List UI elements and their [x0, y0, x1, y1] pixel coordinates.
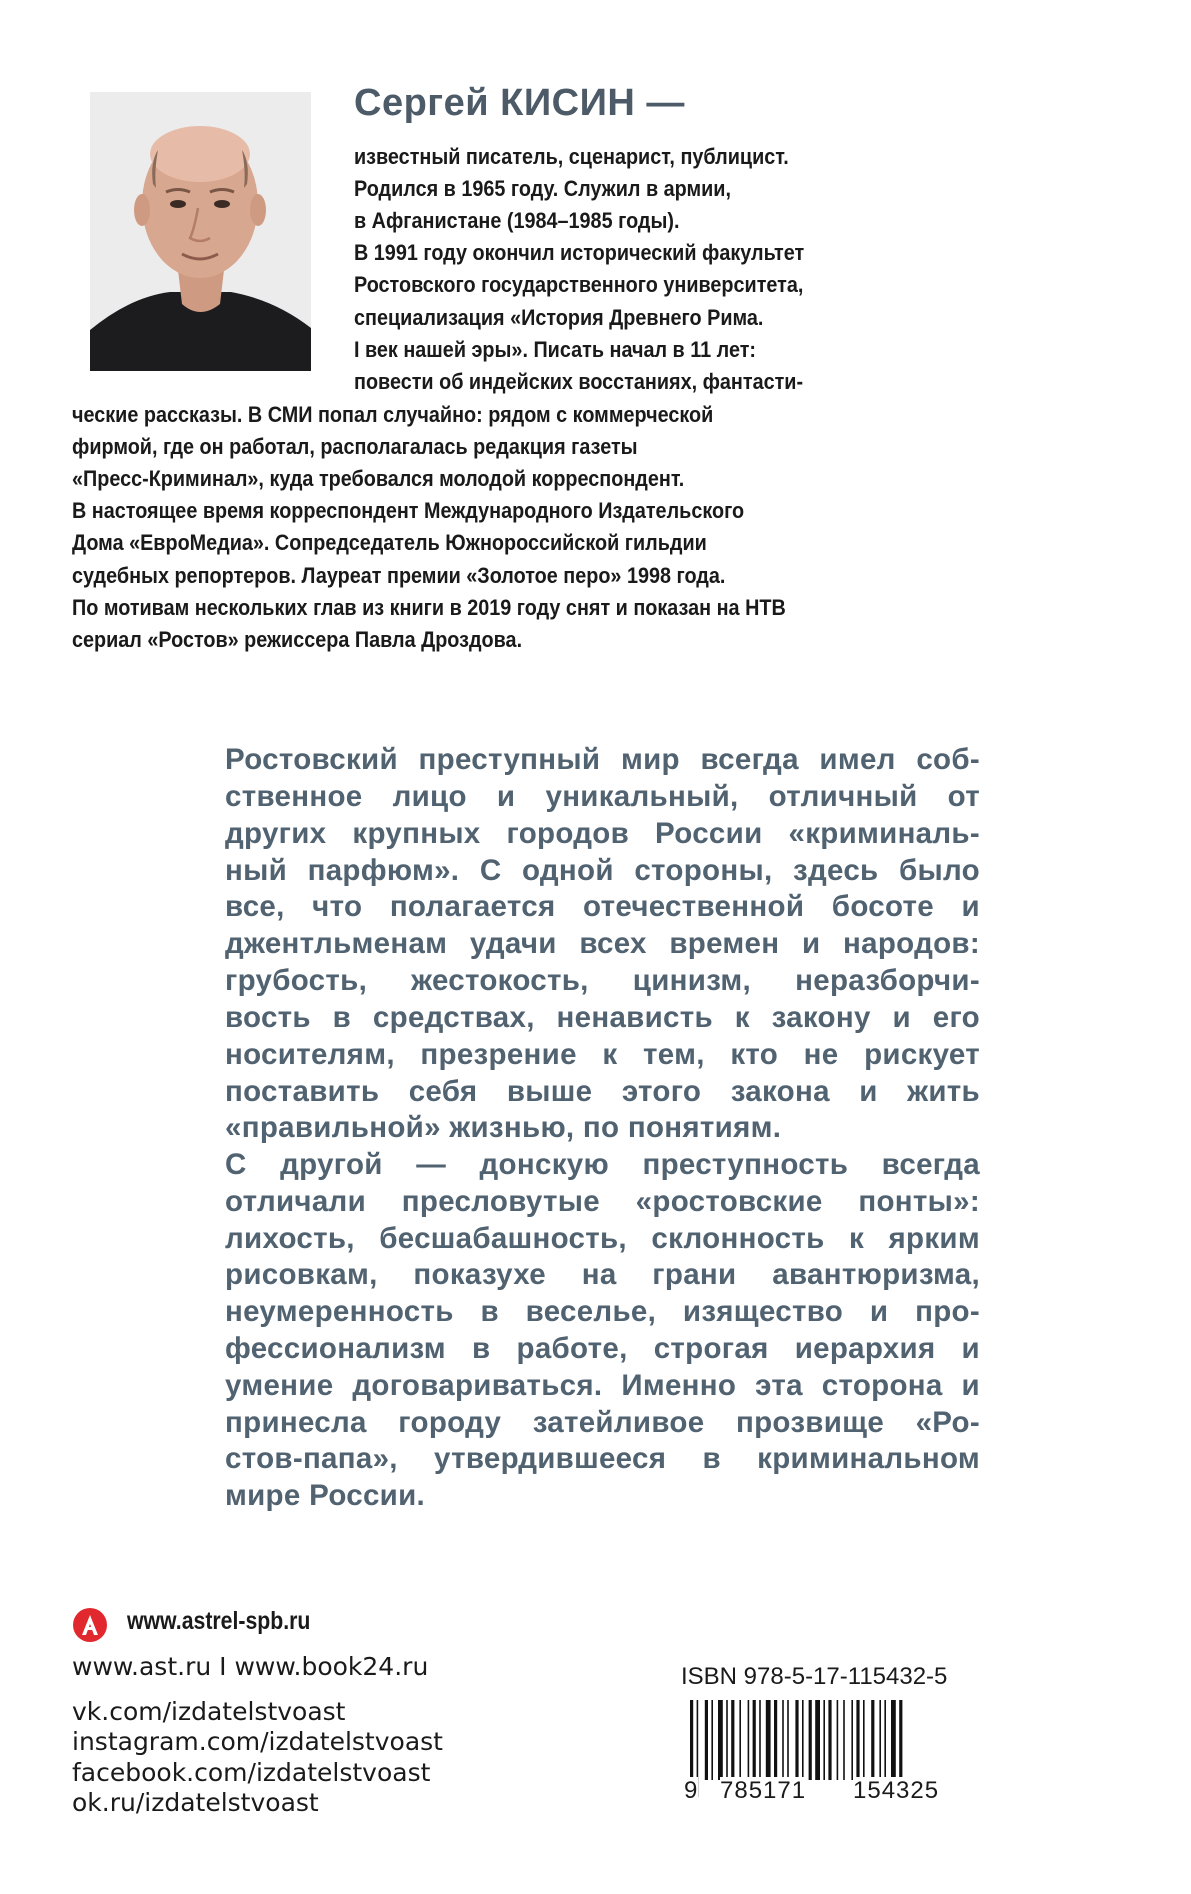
bio-line: Родился в 1965 году. Служил в армии, [354, 176, 731, 201]
annotation-line: неумеренность в веселье, изящество и про- [225, 1295, 980, 1328]
annotation-line: С другой — донскую преступность всегда [225, 1148, 980, 1181]
barcode-digit-first: 9 [684, 1777, 699, 1804]
vk-link[interactable]: vk.com/izdatelstvoast [72, 1697, 346, 1726]
annotation-line: лихость, бесшабашность, склонность к ярким [225, 1222, 980, 1255]
annotation-line: фессионализм в работе, строгая иерархия и [225, 1332, 980, 1365]
bio-line: повести об индейских восстаниях, фантасти- [354, 369, 804, 394]
annotation-line: мире России. [225, 1479, 426, 1512]
bio-line: ческие рассказы. В СМИ попал случайно: рядом с коммерческой [72, 402, 714, 427]
bio-line: известный писатель, сценарист, публицист. [354, 144, 789, 169]
annotation-line: Ростовский преступный мир всегда имел соб- [225, 743, 980, 776]
annotation-line: грубость, жестокость, цинизм, неразборчи- [225, 964, 980, 997]
ok-link[interactable]: ok.ru/izdatelstvoast [72, 1788, 319, 1817]
annotation-line: стов-папа», утвердившееся в криминальном [225, 1442, 980, 1475]
bio-line: По мотивам нескольких глав из книги в 2019 году снят и показан на НТВ [72, 595, 786, 620]
author-name: Сергей КИСИН — [354, 82, 685, 124]
bio-line: В настоящее время корреспондент Международного Издательского [72, 498, 745, 523]
bio-line: судебных репортеров. Лауреат премии «Золотое перо» 1998 года. [72, 563, 726, 588]
bio-line: I век нашей эры». Писать начал в 11 лет: [354, 337, 757, 362]
instagram-link[interactable]: instagram.com/izdatelstvoast [72, 1727, 443, 1756]
publisher-website-link[interactable]: www.astrel-spb.ru [127, 1607, 311, 1635]
bio-line: специализация «История Древнего Рима. [354, 305, 764, 330]
bio-line: фирмой, где он работал, располагалась редакция газеты [72, 434, 638, 459]
isbn-label: ISBN 978-5-17-115432-5 [681, 1663, 948, 1690]
bio-line: «Пресс-Криминал», куда требовался молодой корреспондент. [72, 466, 685, 491]
bio-line: В 1991 году окончил исторический факультет [354, 240, 805, 265]
annotation-line: носителям, презрение к тем, кто не рискует [225, 1038, 980, 1071]
bio-line: сериал «Ростов» режиссера Павла Дроздова. [72, 627, 523, 652]
bio-line: Ростовского государственного университета, [354, 272, 804, 297]
annotation-line: принесла городу затейливое прозвище «Ро- [225, 1406, 980, 1439]
barcode-digit-group-2: 154325 [853, 1777, 940, 1804]
annotation-line: умение договариваться. Именно эта сторона и [225, 1369, 980, 1402]
ast-book24-links[interactable]: www.ast.ru I www.book24.ru [72, 1652, 429, 1681]
annotation-line: рисовкам, показухе на грани авантюризма, [225, 1258, 980, 1291]
annotation-line: отличали пресловутые «ростовские понты»: [225, 1185, 980, 1218]
bio-line: Дома «ЕвроМедиа». Сопредседатель Южнороссийской гильдии [72, 530, 707, 555]
publisher-links [72, 0, 572, 1894]
annotation-line: ственное лицо и уникальный, отличный от [225, 780, 980, 813]
annotation-line: все, что полагается отечественной босоте и [225, 890, 980, 923]
annotation-line: других крупных городов России «криминаль- [225, 817, 980, 850]
annotation-line: вость в средствах, ненависть к закону и его [225, 1001, 980, 1034]
annotation-line: «правильной» жизнью, по понятиям. [225, 1111, 782, 1144]
barcode-digit-group-1: 785171 [720, 1777, 807, 1804]
bio-line: в Афганистане (1984–1985 годы). [354, 208, 680, 233]
annotation-line: ный парфюм». С одной стороны, здесь было [225, 854, 980, 887]
annotation-line: джентльменам удачи всех времен и народов: [225, 927, 980, 960]
annotation-line: поставить себя выше этого закона и жить [225, 1075, 980, 1108]
facebook-link[interactable]: facebook.com/izdatelstvoast [72, 1758, 431, 1787]
